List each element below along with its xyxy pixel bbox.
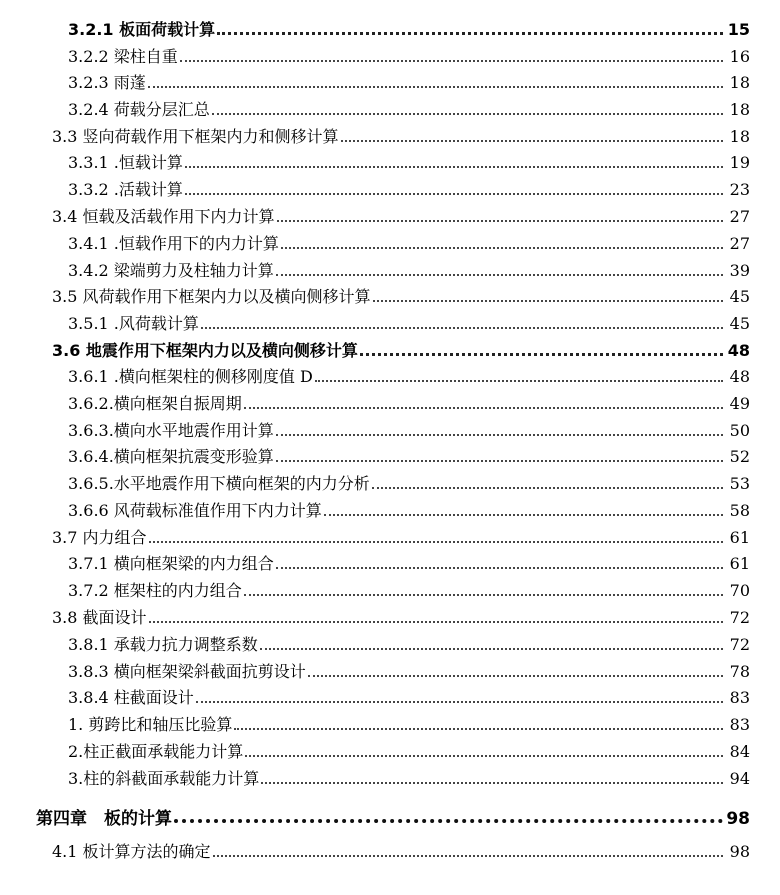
toc-entry-title: 3.2.2 梁柱自重	[68, 47, 178, 66]
toc-entry-title: 3.6.3.横向水平地震作用计算	[68, 421, 274, 440]
toc-leader-dots	[281, 247, 723, 249]
toc-leader-dots	[308, 675, 723, 677]
toc-leader-dots	[185, 193, 723, 195]
toc-entry-title: 3.8.1 承载力抗力调整系数	[68, 635, 258, 654]
toc-entry-title: 3.6.1 .横向框架柱的侧移刚度值 D	[68, 367, 313, 386]
toc-entry[interactable]	[0, 228, 780, 254]
toc-page-number: 53	[729, 474, 750, 493]
toc-leader-dots	[217, 32, 723, 35]
toc-leader-dots	[261, 782, 723, 784]
toc-entry[interactable]	[0, 468, 780, 494]
toc-entry-title: 3.5.1 .风荷载计算	[68, 314, 199, 333]
toc-leader-dots	[372, 487, 723, 489]
toc-leader-dots	[213, 855, 723, 857]
toc-page-number: 84	[729, 742, 750, 761]
toc-page-number: 27	[729, 207, 750, 226]
toc-entry-title: 3.6.4.横向框架抗震变形验算	[68, 447, 274, 466]
toc-entry-title: 3.7.2 框架柱的内力组合	[68, 581, 242, 600]
toc-page-number: 45	[729, 314, 750, 333]
toc-page-number: 78	[729, 662, 750, 681]
toc-page-number: 27	[729, 234, 750, 253]
toc-entry[interactable]	[0, 682, 780, 708]
toc-leader-dots	[148, 86, 723, 88]
toc-entry[interactable]	[0, 308, 780, 334]
toc-page-number: 48	[727, 341, 750, 360]
toc-page-number: 16	[729, 47, 750, 66]
toc-leader-dots	[341, 140, 723, 142]
toc-entry[interactable]	[0, 361, 780, 387]
toc-leader-dots	[212, 113, 723, 115]
toc-page-number: 18	[729, 127, 750, 146]
toc-leader-dots	[276, 274, 723, 276]
toc-leader-dots	[180, 60, 723, 62]
toc-entry[interactable]	[0, 201, 780, 227]
toc-page-number: 58	[729, 501, 750, 520]
toc-entry-title: 3.6.5.水平地震作用下横向框架的内力分析	[68, 474, 370, 493]
toc-leader-dots	[276, 434, 723, 436]
toc-entry-title: 第四章 板的计算	[36, 809, 172, 829]
toc-leader-dots	[277, 220, 723, 222]
toc-entry[interactable]	[0, 629, 780, 655]
toc-entry[interactable]	[0, 441, 780, 467]
toc-page-number: 94	[729, 769, 750, 788]
toc-entry[interactable]	[0, 709, 780, 735]
toc-entry[interactable]	[0, 41, 780, 67]
toc-entry[interactable]	[0, 575, 780, 601]
toc-entry[interactable]	[0, 602, 780, 628]
toc-page-number: 72	[729, 608, 750, 627]
toc-entry[interactable]	[0, 548, 780, 574]
toc-entry-title: 3.6 地震作用下框架内力以及横向侧移计算	[52, 341, 358, 360]
toc-leader-dots	[276, 567, 723, 569]
toc-entry[interactable]	[0, 495, 780, 521]
toc-entry-title: 3.8.3 横向框架梁斜截面抗剪设计	[68, 662, 306, 681]
toc-entry-title: 3.柱的斜截面承载能力计算	[68, 769, 260, 788]
toc-entry[interactable]	[0, 67, 780, 93]
toc-entry-title: 3.3.2 .活载计算	[68, 180, 183, 199]
toc-entry[interactable]	[0, 121, 780, 147]
toc-leader-dots	[196, 701, 723, 703]
toc-entry-title: 3.6.2.横向框架自振周期	[68, 394, 242, 413]
toc-entry-title: 3.8 截面设计	[52, 608, 147, 627]
toc-entry[interactable]	[0, 281, 780, 307]
toc-leader-dots	[234, 728, 723, 730]
toc-page-number: 83	[729, 715, 750, 734]
toc-entry-title: 3.4 恒载及活载作用下内力计算	[52, 207, 275, 226]
toc-leader-dots	[315, 380, 723, 382]
toc-leader-dots	[185, 166, 723, 168]
toc-entry-title: 3.6.6 风荷载标准值作用下内力计算	[68, 501, 322, 520]
toc-entry[interactable]	[0, 174, 780, 200]
toc-page-number: 50	[729, 421, 750, 440]
toc-entry[interactable]	[0, 14, 780, 40]
toc-leader-dots	[324, 514, 723, 516]
toc-entry-title: 3.4.1 .恒载作用下的内力计算	[68, 234, 279, 253]
toc-leader-dots	[244, 594, 723, 596]
toc-page-number: 98	[726, 809, 750, 829]
toc-entry[interactable]	[0, 522, 780, 548]
toc-leader-dots	[149, 621, 723, 623]
toc-entry[interactable]	[0, 736, 780, 762]
toc-page-number: 19	[729, 153, 750, 172]
toc-entry[interactable]	[0, 388, 780, 414]
toc-page-number: 83	[729, 688, 750, 707]
toc-entry-title: 3.2.1 板面荷载计算	[68, 20, 216, 39]
toc-entry[interactable]	[0, 656, 780, 682]
toc-page-number: 45	[729, 287, 750, 306]
toc-leader-dots	[260, 648, 723, 650]
toc-entry-title: 3.7.1 横向框架梁的内力组合	[68, 554, 274, 573]
toc-entry[interactable]	[0, 763, 780, 789]
toc-entry-title: 3.3.1 .恒载计算	[68, 153, 183, 172]
toc-page-number: 70	[729, 581, 750, 600]
toc-entry-title: 3.5 风荷载作用下框架内力以及横向侧移计算	[52, 287, 371, 306]
toc-leader-dots	[373, 300, 723, 302]
toc-entry[interactable]	[0, 335, 780, 361]
toc-page-number: 98	[729, 842, 750, 861]
toc-page-number: 18	[729, 100, 750, 119]
toc-entry[interactable]	[0, 94, 780, 120]
toc-leader-dots	[149, 541, 723, 543]
toc-page-number: 48	[729, 367, 750, 386]
toc-page-number: 23	[729, 180, 750, 199]
toc-page-number: 61	[729, 554, 750, 573]
toc-leader-dots	[245, 755, 723, 757]
toc-leader-dots	[201, 327, 723, 329]
toc-page-number: 52	[729, 447, 750, 466]
toc-entry-title: 3.2.4 荷载分层汇总	[68, 100, 210, 119]
toc-page-number: 15	[727, 20, 750, 39]
toc-leader-dots	[360, 353, 723, 356]
toc-entry[interactable]	[0, 415, 780, 441]
toc-entry-title: 3.3 竖向荷载作用下框架内力和侧移计算	[52, 127, 339, 146]
toc-page-number: 61	[729, 528, 750, 547]
toc-entry-title: 3.8.4 柱截面设计	[68, 688, 194, 707]
toc-entry[interactable]	[0, 147, 780, 173]
toc-leader-dots	[174, 819, 723, 823]
toc-entry[interactable]	[0, 255, 780, 281]
toc-entry-title: 3.2.3 雨蓬	[68, 73, 146, 92]
toc-page-number: 49	[729, 394, 750, 413]
toc-entry[interactable]	[0, 803, 780, 829]
toc-leader-dots	[276, 460, 723, 462]
toc-page-number: 39	[729, 261, 750, 280]
toc-entry-title: 4.1 板计算方法的确定	[52, 842, 211, 861]
toc-entry[interactable]	[0, 836, 780, 862]
toc-entry-title: 1. 剪跨比和轴压比验算	[68, 715, 233, 734]
toc-entry-title: 2.柱正截面承载能力计算	[68, 742, 244, 761]
toc-entry-title: 3.7 内力组合	[52, 528, 147, 547]
toc-entry-title: 3.4.2 梁端剪力及柱轴力计算	[68, 261, 274, 280]
toc-leader-dots	[244, 407, 723, 409]
toc-page-number: 72	[729, 635, 750, 654]
toc-page-number: 18	[729, 73, 750, 92]
